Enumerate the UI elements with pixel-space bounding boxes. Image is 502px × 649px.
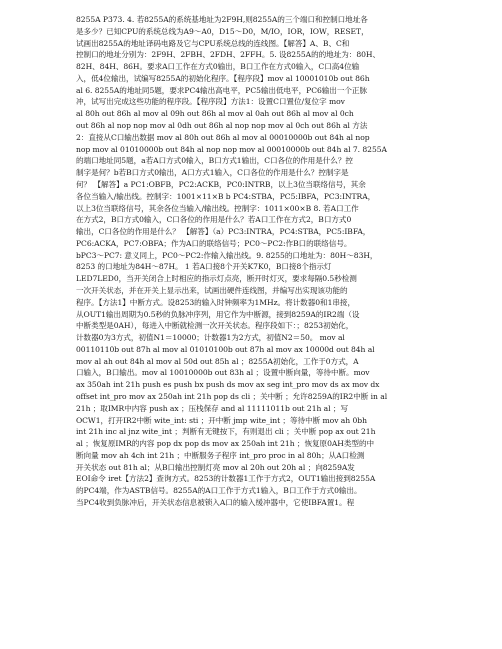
text-line: 试画出8255A的地址译码电路及它与CPU系统总线的连线图。【解答】A、B、C和 (76, 38, 350, 48)
text-line: PC6:ACKA，PC7:OBFA；作为A口的联络信号；PC0～PC2:作B口的联络信号。 (76, 238, 352, 248)
text-line: al 80h out 86h al mov al 09h out 86h al mov al 0ah out 86h al mov al 0ch (76, 109, 354, 119)
text-line: 口输入，B口输出。mov al 10010000b out 83h al ；设置中断向量，等待中断。mov (76, 368, 370, 378)
text-line: 开关状态 out 81h al；从B口输出控制灯亮 mov al 20h out 20h al ；向8259A发 (76, 462, 355, 472)
text-line: 8253 的口地址为84H～87H。 1 若A口接8个开关K7K0，B口接8个指示灯 (76, 262, 332, 272)
text-line: 计数器0为3方式，初值N1＝10000；计数器1为2方式，初值N2＝50。 mov al (76, 333, 345, 343)
text-line: 以上3位当联络信号，其余各位当输入/输出线。控制字：1011×00×B 8. 若A口工作 (76, 203, 359, 213)
text-line: offset int_pro mov ax 250ah int 21h pop ds cli ；关中断 ；允许8259A的IR2中断 in al (76, 392, 388, 401)
text-line: 的PC4端，作为ASTB信号。8255A的A口工作于方式1输入，B口工作于方式0输出。 (76, 486, 362, 496)
text-line: int 21h inc al jnz wite_int ；判断有无键按下，有则退出 cli ；关中断 pop ax out 21h (76, 427, 376, 437)
text-line: 8255A P373. 4. 若8255A的系统基地址为2F9H,则8255A的三个端口和控制口地址各 (76, 15, 368, 24)
text-line: 何？ 【解答】a PC1:OBFB，PC2:ACKB，PC0:INTRB，以上3位当联络信号，其余 (76, 179, 366, 189)
text-line: ax 350ah int 21h push es push bx push ds mov ax seg int_pro mov ds ax mov dx (76, 380, 380, 390)
text-line: 2：直接从C口输出数据 mov al 80h out 86h al mov al 00010000b out 84h al nop (76, 132, 370, 142)
text-line: out 86h al nop nop mov al 0dh out 86h al nop nop mov al 0ch out 86h al 方法 (76, 121, 368, 131)
text-line: 中断类型是0AH），每进入中断就检测一次开关状态。程序段如下：；8253初始化， (76, 321, 354, 331)
text-line: 一次开关状态，并在开关上显示出来，试画出硬件连线图，并编写出实现该功能的 (76, 285, 348, 295)
text-line: 82H、84H、86H。要求A口工作在方式0输出，B口工作在方式0输入，C口高4位输 (76, 62, 360, 72)
text-line: 在方式2，B口方式0输入，C口各位的作用是什么？若A口工作在方式2，B口方式0 (76, 215, 352, 225)
text-line: 制字是何？b若B口方式0输出，A口方式1输入，C口各位的作用是什么？控制字是 (76, 168, 349, 178)
text-line: 输出，C口各位的作用是什么？ 【解答】（a）PC3:INTRA，PC4:STBA，PC5:IBFA， (76, 227, 371, 237)
text-line: bPC3～PC7: 意义同上，PC0～PC2:作输入输出线。9. 8255的口地址为：80H～83H， (76, 250, 378, 260)
text-line: 21h ；取IMR中内容 push ax ；压栈保存 and al 11111011b out 21h al ；写 (76, 403, 348, 413)
text-line: 冲，试写出完成这些功能的程序段。【程序段】方法1：设置C口置位/复位字 mov (76, 97, 345, 107)
text-line: 各位当输入/输出线。控制字：1001×11×B b PC4:STBA，PC5:IBFA，PC3:INTRA， (76, 191, 376, 201)
text-line: al 6. 8255A的地址同5题，要求PC4输出高电平，PC5输出低电平，PC6输出一个正脉 (76, 85, 368, 95)
text-line: 断向量 mov ah 4ch int 21h ；中断服务子程序 int_pro proc in al 80h；从A口检测 (76, 450, 365, 460)
text-line: 当PC4收到负脉冲后，开关状态信息被锁入A口的输入缓冲器中，它使IBFA置1。程 (76, 498, 355, 508)
text-line: 程序。【方法1】中断方式。设8253的输入时钟频率为1MHz。将计数器0和1串接， (76, 297, 356, 307)
text-line: 从OUT1输出周期为0.5秒的负脉冲序列，用它作为中断源，接到8259A的IR2端（设 (76, 309, 360, 319)
text-line: 是多少？已知CPU的系统总线为A9～A0，D15～D0，M/IO，IOR，IOW，RESET， (76, 26, 369, 36)
text-line: nop mov al 01010000b out 84h al nop nop mov al 00010000b out 84h al 7. 8255A (76, 144, 387, 154)
text-line: EOI命令 iret【方法2】查询方式。8253的计数器1工作于方式2，OUT1输出接到8255A (76, 474, 376, 484)
text-line: OCW1，打开IR2中断 wite_int: sti ；开中断 jmp wite_int ；等待中断 mov ah 0bh (76, 415, 367, 425)
text-line: 00110110b out 87h al mov al 01010100b out 87h al mov ax 10000d out 84h al (76, 344, 375, 354)
text-line: al ；恢复原IMR的内容 pop dx pop ds mov ax 250ah int 21h ；恢复原0AH类型的中 (76, 439, 375, 449)
text-line: 入，低4位输出，试编写8255A的初始化程序。【程序段】mov al 10001010b out 86h (76, 73, 370, 83)
text-line: LED7LED0，当开关闭合上时相应的指示灯点亮，断开时灯灭，要求每隔0.5秒检测 (76, 274, 357, 284)
text-line: mov al ah out 84h al mov al 50d out 85h al ；8255A初始化，工作于0方式，A (76, 356, 359, 366)
text-line: 控制口的地址分别为：2F9H、2FBH、2FDH、2FFH。5. 设8255A的的地址为：80H、 (76, 50, 381, 60)
document-body (76, 14, 484, 509)
text-line: 的端口地址同5题，a若A口方式0输入，B口方式1输出，C口各位的作用是什么？控 (76, 156, 353, 166)
